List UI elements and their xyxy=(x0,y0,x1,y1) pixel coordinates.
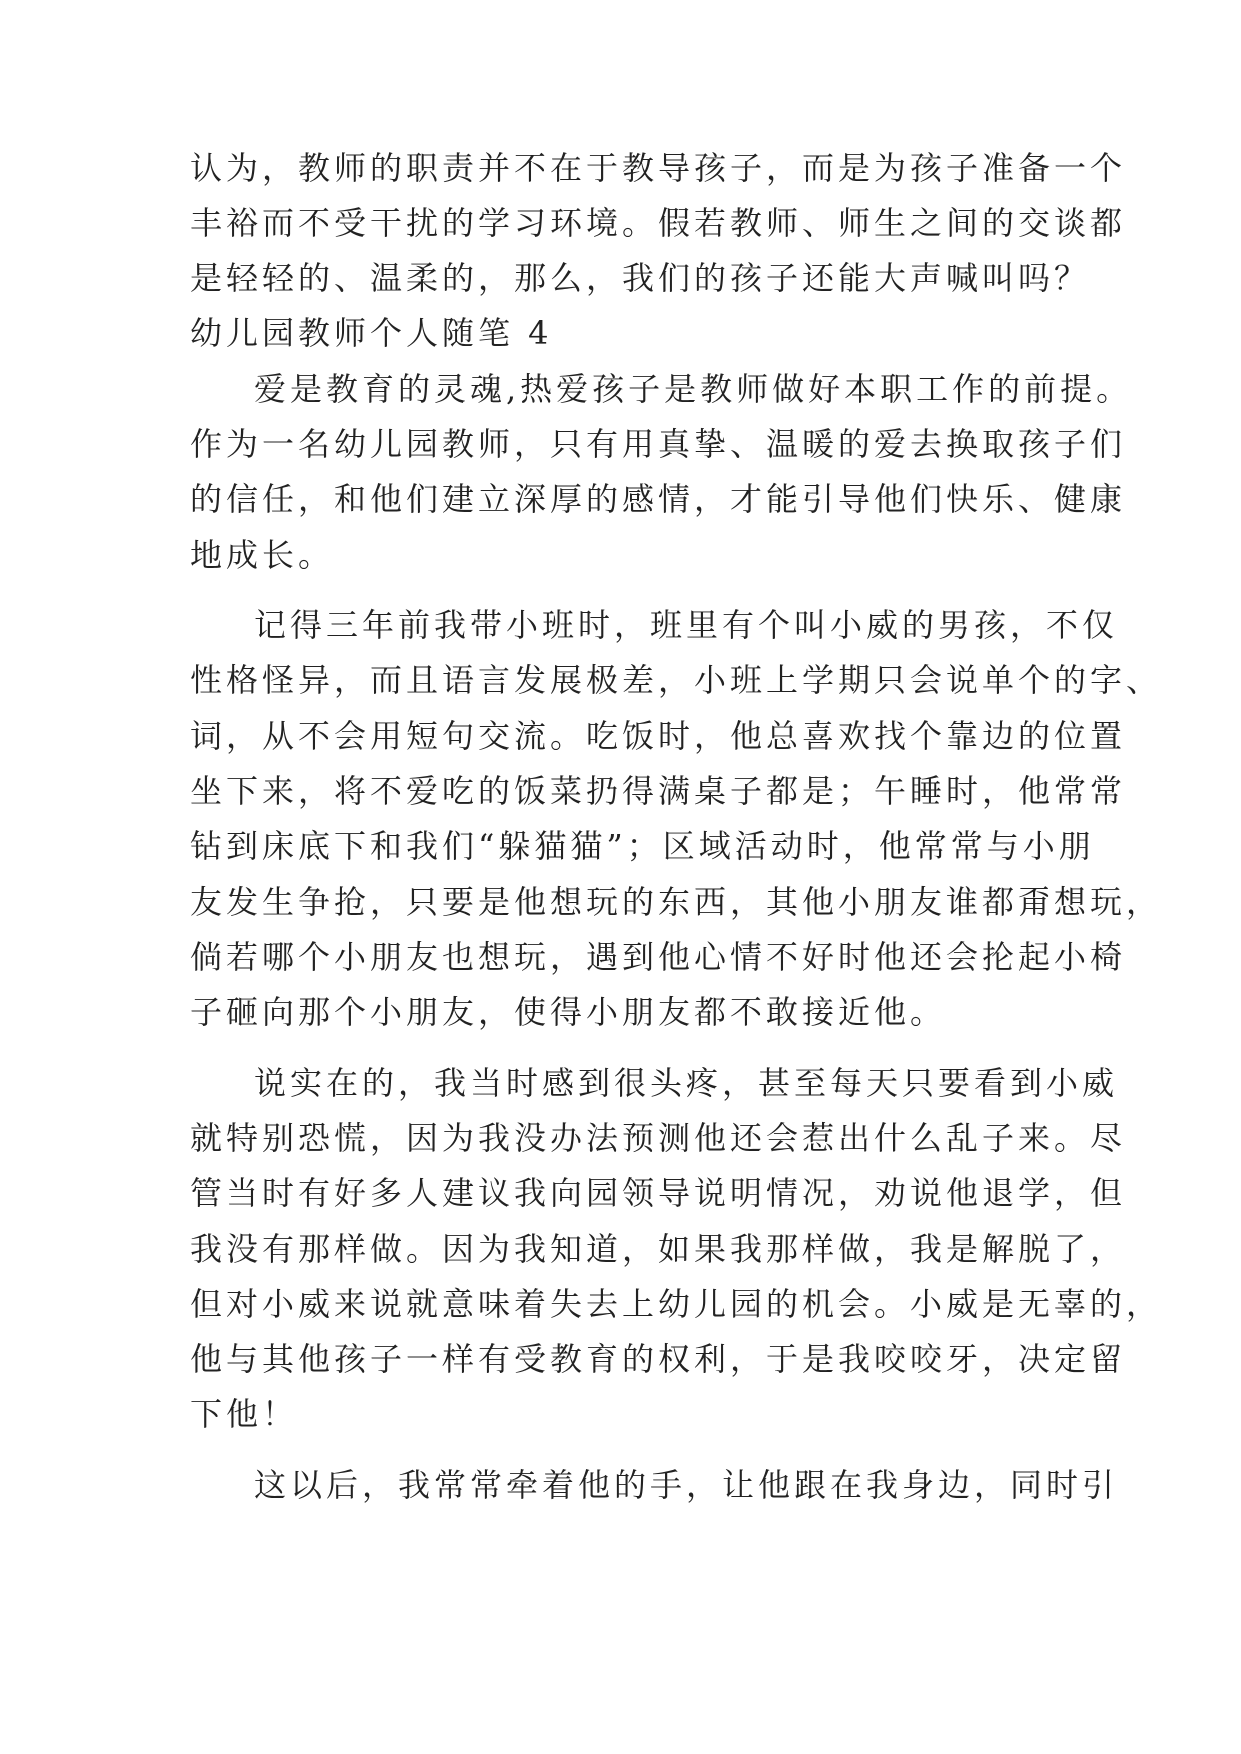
text-line: 坐下来，将不爱吃的饭菜扔得满桌子都是；午睡时，他常常 xyxy=(190,772,1127,810)
text-line: 性格怪异，而且语言发展极差，小班上学期只会说单个的字、 xyxy=(190,661,1163,699)
text-line: 的信任，和他们建立深厚的感情，才能引导他们快乐、健康 xyxy=(190,480,1127,518)
text-line: 就特别恐慌，因为我没办法预测他还会惹出什么乱子来。尽 xyxy=(190,1119,1127,1157)
text-line: 词，从不会用短句交流。吃饭时，他总喜欢找个靠边的位置 xyxy=(190,717,1127,755)
text-line: 下他！ xyxy=(190,1395,299,1433)
paragraph-first-line: 说实在的，我当时感到很头疼，甚至每天只要看到小威 xyxy=(254,1064,1119,1102)
text-line: 地成长。 xyxy=(190,536,335,574)
text-line: 是轻轻的、温柔的，那么，我们的孩子还能大声喊叫吗？ xyxy=(190,259,1091,297)
text-line: 认为，教师的职责并不在于教导孩子，而是为孩子准备一个 xyxy=(190,149,1127,187)
paragraph-first-line: 这以后，我常常牵着他的手，让他跟在我身边，同时引 xyxy=(254,1466,1119,1504)
text-line: 他与其他孩子一样有受教育的权利，于是我咬咬牙，决定留 xyxy=(190,1340,1127,1378)
text-line: 钻到床底下和我们“躲猫猫”；区域活动时，他常常与小朋 xyxy=(190,827,1095,865)
text-line: 但对小威来说就意味着失去上幼儿园的机会。小威是无辜的， xyxy=(190,1285,1163,1323)
text-line: 丰裕而不受干扰的学习环境。假若教师、师生之间的交谈都 xyxy=(190,204,1127,242)
paragraph-first-line: 记得三年前我带小班时，班里有个叫小威的男孩，不仅 xyxy=(254,606,1119,644)
text-line: 我没有那样做。因为我知道，如果我那样做，我是解脱了， xyxy=(190,1230,1127,1268)
text-line: 管当时有好多人建议我向园领导说明情况，劝说他退学，但 xyxy=(190,1174,1127,1212)
text-line: 子砸向那个小朋友，使得小朋友都不敢接近他。 xyxy=(190,993,947,1031)
paragraph-first-line: 爱是教育的灵魂,热爱孩子是教师做好本职工作的前提。 xyxy=(254,370,1133,408)
text-line: 作为一名幼儿园教师，只有用真挚、温暖的爱去换取孩子们 xyxy=(190,425,1127,463)
section-heading: 幼儿园教师个人随笔 4 xyxy=(190,314,553,352)
text-line: 倘若哪个小朋友也想玩，遇到他心情不好时他还会抡起小椅 xyxy=(190,938,1127,976)
text-line: 友发生争抢，只要是他想玩的东西，其他小朋友谁都甭想玩， xyxy=(190,883,1163,921)
